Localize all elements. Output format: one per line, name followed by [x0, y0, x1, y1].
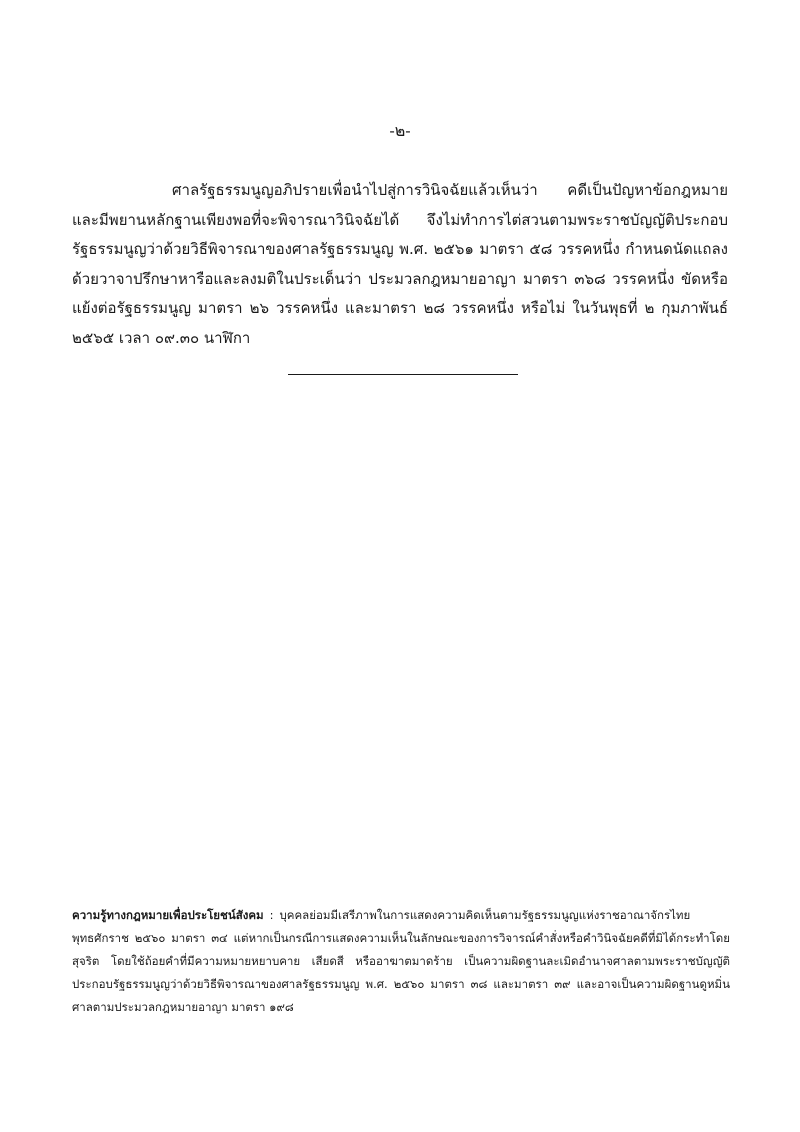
- footnote-body: บุคคลย่อมมีเสรีภาพในการแสดงความคิดเห็นตามรัฐธรรมนูญแห่งราชอาณาจักรไทย พุทธศักราช ๒๕๖๐ มาตรา ๓๔ แต่หากเป็นกรณีการแสดงความเห็นในลักษณะของการวิจารณ์คำสั่งหรือคำวินิจฉัยคดีที่มิได้กระทำโดยสุจริต โดยใช้ถ้อยคำที่มีความหมายหยาบคาย เสียดสี หรืออาฆาตมาดร้าย เป็นความผิดฐานละเมิดอำนาจศาลตามพระราชบัญญัติประกอบรัฐธรรมนูญว่าด้วยวิธีพิจารณาของศาลรัฐธรรมนูญ พ.ศ. ๒๕๖๐ มาตรา ๓๘ และมาตรา ๓๙ และอาจเป็นความผิดฐานดูหมิ่นศาลตามประมวลกฎหมายอาญา มาตรา ๑๙๘: [72, 908, 730, 1014]
- footnote-heading: ความรู้ทางกฎหมายเพื่อประโยชน์สังคม: [72, 908, 264, 922]
- main-paragraph: ศาลรัฐธรรมนูญอภิปรายเพื่อนำไปสู่การวินิจฉัยแล้วเห็นว่า คดีเป็นปัญหาข้อกฎหมายและมีพยานหลักฐานเพียงพอที่จะพิจารณาวินิจฉัยได้ จึงไม่ทำการไต่สวนตามพระราชบัญญัติประกอบรัฐธรรมนูญว่าด้วยวิธีพิจารณาของศาลรัฐธรรมนูญ พ.ศ. ๒๕๖๑ มาตรา ๕๘ วรรคหนึ่ง กำหนดนัดแถลงด้วยวาจาปรึกษาหารือและลงมติในประเด็นว่า ประมวลกฎหมายอาญา มาตรา ๓๖๘ วรรคหนึ่ง ขัดหรือแย้งต่อรัฐธรรมนูญ มาตรา ๒๖ วรรคหนึ่ง และมาตรา ๒๘ วรรคหนึ่ง หรือไม่ ในวันพุธที่ ๒ กุมภาพันธ์ ๒๕๖๕ เวลา ๐๙.๓๐ นาฬิกา: [72, 181, 728, 347]
- footnote-separator: :: [269, 908, 274, 922]
- page-number: -๒-: [389, 121, 411, 140]
- legal-knowledge-footnote: [72, 904, 730, 1019]
- section-divider: [288, 374, 518, 375]
